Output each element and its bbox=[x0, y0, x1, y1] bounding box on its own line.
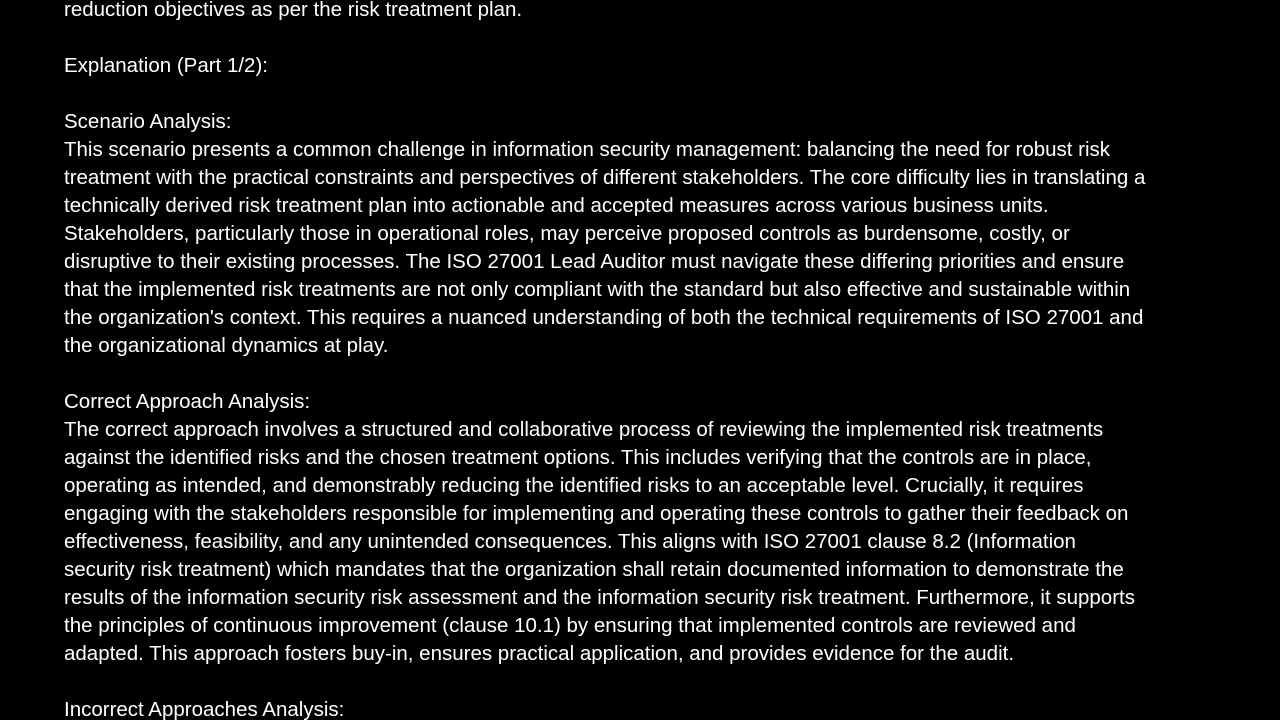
intro-tail-text: reduction objectives as per the risk treatment plan. bbox=[64, 0, 523, 21]
paragraph-line: The correct approach involves a structured and collaborative process of reviewing the implemented risk treatments bbox=[64, 418, 1104, 441]
paragraph-line: disruptive to their existing processes. The ISO 27001 Lead Auditor must navigate these differing priorities and ensure bbox=[64, 250, 1125, 273]
explanation-heading: Explanation (Part 1/2): bbox=[64, 54, 268, 77]
paragraph-line: effectiveness, feasibility, and any unintended consequences. This aligns with ISO 27001 clause 8.2 (Information bbox=[64, 530, 1076, 553]
paragraph-line: This scenario presents a common challenge in information security management: balancing the need for robust risk bbox=[64, 138, 1111, 161]
paragraph-line: technically derived risk treatment plan into actionable and accepted measures across various business units. bbox=[64, 194, 1049, 217]
paragraph-line: adapted. This approach fosters buy-in, ensures practical application, and provides evidence for the audit. bbox=[64, 642, 1015, 665]
paragraph-line: treatment with the practical constraints and perspectives of different stakeholders. The core difficulty lies in translating a bbox=[64, 166, 1146, 189]
section-incorrect-approaches-analysis bbox=[64, 696, 1264, 720]
spacer bbox=[64, 360, 1264, 388]
paragraph-line: security risk treatment) which mandates that the organization shall retain documented information to demonstrate the bbox=[64, 558, 1124, 581]
paragraph-line: operating as intended, and demonstrably reducing the identified risks to an acceptable level. Crucially, it requires bbox=[64, 474, 1084, 497]
paragraph-line: against the identified risks and the chosen treatment options. This includes verifying that the controls are in place, bbox=[64, 446, 1092, 469]
section-correct-approach-analysis bbox=[64, 388, 1264, 668]
document-content bbox=[64, 0, 1264, 720]
section-heading: Incorrect Approaches Analysis: bbox=[64, 698, 345, 720]
paragraph-line: the organizational dynamics at play. bbox=[64, 334, 389, 357]
section-heading: Scenario Analysis: bbox=[64, 110, 232, 133]
paragraph-line: engaging with the stakeholders responsible for implementing and operating these controls to gather their feedback on bbox=[64, 502, 1129, 525]
paragraph-line: Stakeholders, particularly those in operational roles, may perceive proposed controls as burdensome, costly, or bbox=[64, 222, 1070, 245]
paragraph-line: the principles of continuous improvement (clause 10.1) by ensuring that implemented controls are reviewed and bbox=[64, 614, 1076, 637]
paragraph-line: that the implemented risk treatments are not only compliant with the standard but also effective and sustainable within bbox=[64, 278, 1131, 301]
spacer bbox=[64, 24, 1264, 52]
paragraph-line: the organization's context. This requires a nuanced understanding of both the technical requirements of ISO 27001 and bbox=[64, 306, 1144, 329]
spacer bbox=[64, 668, 1264, 696]
spacer bbox=[64, 80, 1264, 108]
section-heading: Correct Approach Analysis: bbox=[64, 390, 311, 413]
paragraph-line: results of the information security risk assessment and the information security risk treatment. Furthermore, it supports bbox=[64, 586, 1135, 609]
section-scenario-analysis bbox=[64, 108, 1264, 360]
